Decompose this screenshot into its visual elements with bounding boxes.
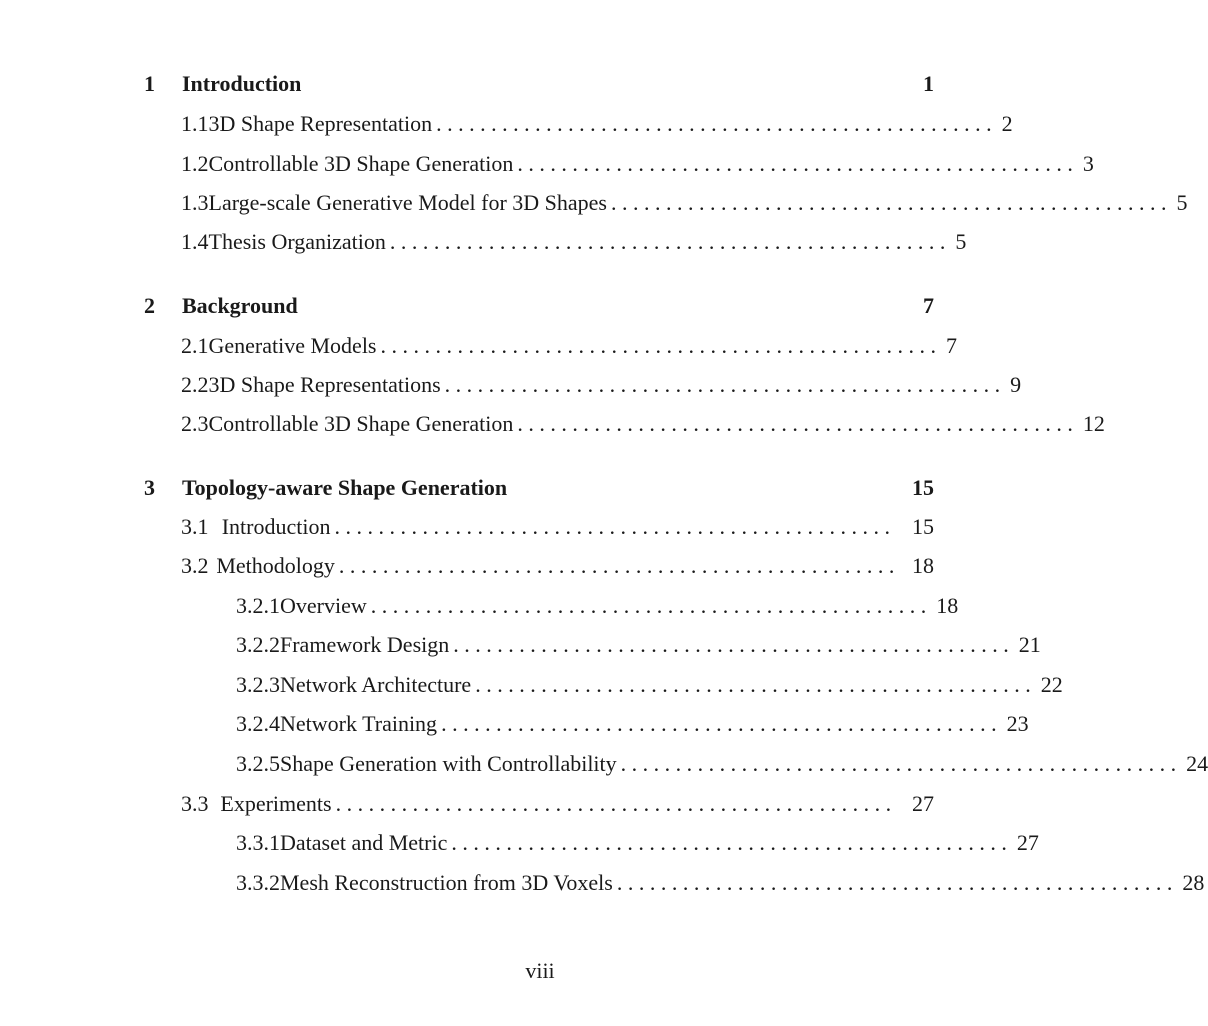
dot-leader: . . . . . . . . . . . . . . . . . . . . . . . . . . . . . . . . . . . . . . . . . . . . . . . . . . . [475,672,1031,697]
chapter-number: 2 [144,293,155,318]
section-number: 3.3 [181,791,209,816]
dot-leader: . . . . . . . . . . . . . . . . . . . . . . . . . . . . . . . . . . . . . . . . . . . . . . . . . . . [338,553,895,578]
subsection-title: Shape Generation with Controllability [280,751,617,776]
subsection-number: 3.3.1 [236,830,280,855]
dot-leader: . . . . . . . . . . . . . . . . . . . . . . . . . . . . . . . . . . . . . . . . . . . . . . . . . . . [517,151,1073,176]
toc-section-2-3[interactable] [181,411,1105,437]
dot-leader: . . . . . . . . . . . . . . . . . . . . . . . . . . . . . . . . . . . . . . . . . . . . . . . . . . . [517,411,1073,436]
section-title: Controllable 3D Shape Generation [208,151,514,176]
toc-section-2-2[interactable] [181,372,1022,398]
subsection-number: 3.2.2 [236,632,280,657]
toc-section-1-1[interactable] [181,111,1013,137]
dot-leader: . . . . . . . . . . . . . . . . . . . . . . . . . . . . . . . . . . . . . . . . . . . . . . . . . . . [451,830,1007,855]
section-title: Large-scale Generative Model for 3D Shapes [208,190,607,215]
toc-chapter-2[interactable] [144,293,934,319]
subsection-number: 3.3.2 [236,870,280,895]
toc-subsection-3-3-2[interactable] [236,870,1205,896]
section-page: 15 [912,514,934,539]
subsection-title: Mesh Reconstruction from 3D Voxels [280,870,613,895]
dot-leader: . . . . . . . . . . . . . . . . . . . . . . . . . . . . . . . . . . . . . . . . . . . . . . . . . . . [611,190,1167,215]
chapter-title: Background [182,293,298,318]
dot-leader: . . . . . . . . . . . . . . . . . . . . . . . . . . . . . . . . . . . . . . . . . . . . . . . . . . . [380,333,936,358]
toc-subsection-3-2-5[interactable] [236,751,1208,777]
section-number: 2.3 [181,411,209,436]
section-page: 3 [1082,151,1094,176]
section-page: 18 [912,553,934,578]
toc-chapter-1[interactable] [144,71,934,97]
subsection-number: 3.2.1 [236,593,280,618]
subsection-number: 3.2.4 [236,711,280,736]
subsection-title: Overview [280,593,367,618]
section-title: 3D Shape Representations [208,372,441,397]
section-number: 1.3 [181,190,209,215]
toc-section-2-1[interactable] [181,333,957,359]
toc-section-1-3[interactable] [181,190,1188,216]
section-number: 2.1 [181,333,209,358]
subsection-title: Network Training [280,711,438,736]
chapter-page: 7 [923,293,934,318]
chapter-title: Introduction [182,71,302,96]
chapter-number: 3 [144,475,155,500]
section-page: 7 [946,333,957,358]
subsection-page: 21 [1018,632,1041,657]
subsection-page: 23 [1006,711,1029,736]
subsection-title: Dataset and Metric [280,830,448,855]
subsection-number: 3.2.3 [236,672,280,697]
dot-leader: . . . . . . . . . . . . . . . . . . . . . . . . . . . . . . . . . . . . . . . . . . . . . . . . . . . [389,229,946,254]
dot-leader: . . . . . . . . . . . . . . . . . . . . . . . . . . . . . . . . . . . . . . . . . . . . . . . . . . . [335,791,892,816]
section-page: 27 [912,791,934,816]
dot-leader: . . . . . . . . . . . . . . . . . . . . . . . . . . . . . . . . . . . . . . . . . . . . . . . . . . . [616,870,1173,895]
section-page: 12 [1082,411,1105,436]
dot-leader: . . . . . . . . . . . . . . . . . . . . . . . . . . . . . . . . . . . . . . . . . . . . . . . . . . . [441,711,997,736]
chapter-number: 1 [144,71,155,96]
toc-section-3-2[interactable] [181,553,934,579]
subsection-page: 24 [1186,751,1208,776]
section-title: 3D Shape Representation [208,111,433,136]
page-number-footer: viii [525,958,555,983]
section-title: Experiments [220,791,332,816]
subsection-page: 18 [936,593,959,618]
subsection-page: 28 [1182,870,1205,895]
section-number: 2.2 [181,372,209,397]
toc-section-3-1[interactable] [181,514,934,540]
chapter-page: 15 [912,475,934,500]
section-number: 1.1 [181,111,209,136]
section-title: Methodology [216,553,335,578]
toc-subsection-3-2-4[interactable] [236,711,1029,737]
section-number: 1.2 [181,151,209,176]
section-title: Introduction [221,514,331,539]
toc-subsection-3-2-2[interactable] [236,632,1041,658]
toc-section-1-2[interactable] [181,151,1094,177]
dot-leader: . . . . . . . . . . . . . . . . . . . . . . . . . . . . . . . . . . . . . . . . . . . . . . . . . . . [370,593,927,618]
dot-leader: . . . . . . . . . . . . . . . . . . . . . . . . . . . . . . . . . . . . . . . . . . . . . . . . . . . [444,372,1001,397]
section-page: 9 [1010,372,1022,397]
dot-leader: . . . . . . . . . . . . . . . . . . . . . . . . . . . . . . . . . . . . . . . . . . . . . . . . . . . [620,751,1177,776]
chapter-page: 1 [923,71,934,96]
toc-subsection-3-3-1[interactable] [236,830,1039,856]
section-title: Thesis Organization [208,229,386,254]
section-title: Controllable 3D Shape Generation [208,411,514,436]
dot-leader: . . . . . . . . . . . . . . . . . . . . . . . . . . . . . . . . . . . . . . . . . . . . . . . . . . . [436,111,992,136]
section-page: 5 [955,229,967,254]
toc-chapter-3[interactable] [144,475,934,501]
chapter-title: Topology-aware Shape Generation [182,475,508,500]
subsection-title: Framework Design [280,632,450,657]
subsection-page: 22 [1040,672,1063,697]
toc-subsection-3-2-1[interactable] [236,593,959,619]
section-number: 1.4 [181,229,209,254]
toc-subsection-3-2-3[interactable] [236,672,1063,698]
section-title: Generative Models [208,333,377,358]
section-page: 5 [1176,190,1188,215]
subsection-page: 27 [1016,830,1039,855]
section-number: 3.2 [181,553,209,578]
dot-leader: . . . . . . . . . . . . . . . . . . . . . . . . . . . . . . . . . . . . . . . . . . . . . . . . . . . [453,632,1009,657]
subsection-number: 3.2.5 [236,751,280,776]
section-number: 3.1 [181,514,209,539]
subsection-title: Network Architecture [280,672,472,697]
toc-section-3-3[interactable] [181,791,934,817]
dot-leader: . . . . . . . . . . . . . . . . . . . . . . . . . . . . . . . . . . . . . . . . . . . . . . . . . . . [334,514,890,539]
section-page: 2 [1001,111,1013,136]
toc-section-1-4[interactable] [181,229,967,255]
